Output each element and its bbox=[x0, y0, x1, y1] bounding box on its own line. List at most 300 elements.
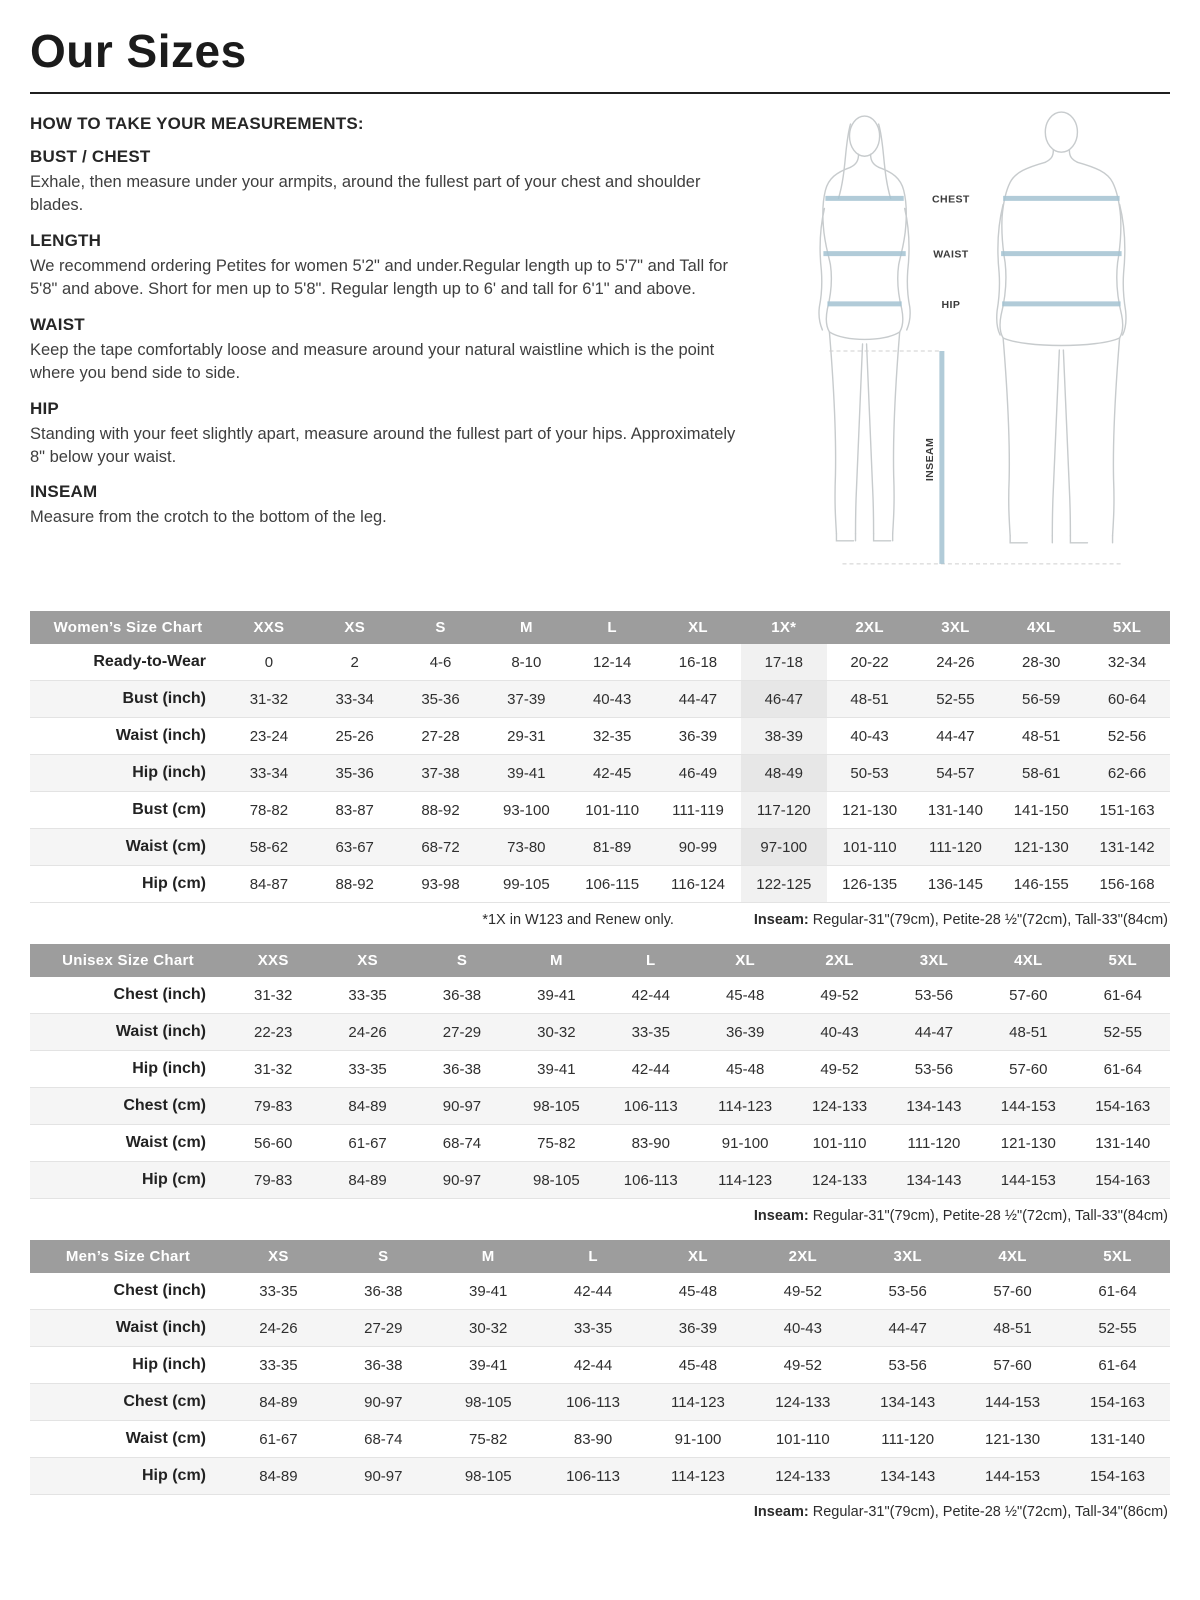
size-cell: 131-142 bbox=[1099, 838, 1155, 856]
size-cell: 78-82 bbox=[249, 801, 289, 819]
section-body: Exhale, then measure under your armpits, around the fullest part of your chest and shoulder blades. bbox=[30, 173, 701, 215]
size-cell: 144-153 bbox=[985, 1393, 1041, 1411]
size-column-header: XXS bbox=[226, 944, 320, 977]
unisex-size-chart bbox=[30, 944, 1170, 1199]
size-cell: 61-67 bbox=[259, 1430, 298, 1448]
size-cell: 131-140 bbox=[1089, 1430, 1146, 1448]
size-cell: 49-52 bbox=[783, 1356, 822, 1374]
table-row bbox=[30, 866, 1170, 903]
table-row bbox=[30, 792, 1170, 829]
table-row bbox=[30, 1310, 1170, 1347]
section-body: Keep the tape comfortably loose and measure around your natural waistline which is the point where you bend side to side. bbox=[30, 340, 715, 383]
size-cell: 53-56 bbox=[888, 1356, 927, 1374]
size-cell: 36-39 bbox=[678, 1319, 718, 1337]
size-cell: 114-123 bbox=[718, 1171, 773, 1189]
size-cell: 79-83 bbox=[254, 1097, 293, 1115]
measurement-figure bbox=[782, 94, 1170, 595]
row-label: Waist (inch) bbox=[115, 1023, 206, 1040]
size-cell: 88-92 bbox=[421, 801, 460, 819]
size-cell: 27-29 bbox=[442, 1023, 482, 1041]
table-row bbox=[30, 644, 1170, 681]
size-cell: 114-123 bbox=[718, 1097, 773, 1115]
size-cell: 156-168 bbox=[1099, 875, 1155, 893]
size-cell: 111-120 bbox=[928, 838, 982, 856]
size-cell: 31-32 bbox=[254, 1060, 293, 1078]
table-row bbox=[30, 1014, 1170, 1051]
section-title: BUST / CHEST bbox=[30, 147, 151, 166]
size-cell: 40-43 bbox=[820, 1023, 859, 1041]
size-cell: 27-29 bbox=[364, 1319, 403, 1337]
inseam-note-text: Regular-31"(79cm), Petite-28 ½"(72cm), Tall-33"(84cm) bbox=[808, 912, 1168, 928]
size-cell: 2 bbox=[350, 653, 359, 671]
body-measurement-illustration bbox=[782, 98, 1164, 590]
size-cell: 23-24 bbox=[249, 727, 289, 745]
measurement-guide bbox=[30, 94, 768, 543]
size-cell: 101-110 bbox=[842, 838, 897, 856]
size-column-header: XS bbox=[320, 944, 414, 977]
size-cell: 53-56 bbox=[888, 1282, 927, 1300]
size-cell: 136-145 bbox=[927, 875, 983, 893]
table-row bbox=[30, 1162, 1170, 1199]
size-cell: 98-105 bbox=[464, 1393, 512, 1411]
section-title: INSEAM bbox=[30, 482, 98, 502]
guide-section-waist bbox=[30, 315, 768, 386]
guide-heading: HOW TO TAKE YOUR MEASUREMENTS: bbox=[30, 114, 364, 133]
womens-chart-footnote bbox=[32, 912, 1168, 928]
size-cell: 101-110 bbox=[812, 1134, 867, 1152]
size-cell: 131-140 bbox=[1095, 1134, 1151, 1152]
size-cell: 101-110 bbox=[585, 801, 640, 819]
size-cell: 106-113 bbox=[566, 1393, 621, 1411]
row-label: Hip (inch) bbox=[132, 1356, 206, 1373]
size-cell: 45-48 bbox=[725, 1060, 765, 1078]
top-section bbox=[30, 94, 1170, 595]
size-cell: 61-64 bbox=[1103, 1060, 1142, 1078]
inseam-note-label: Inseam: bbox=[753, 912, 809, 928]
size-column-header: 5XL bbox=[1065, 1240, 1170, 1273]
size-cell: 99-105 bbox=[502, 875, 550, 893]
size-cell: 90-97 bbox=[442, 1171, 482, 1189]
size-cell: 45-48 bbox=[678, 1282, 718, 1300]
size-cell: 39-41 bbox=[507, 764, 546, 782]
size-cell: 124-133 bbox=[812, 1097, 868, 1115]
size-cell: 111-120 bbox=[881, 1430, 935, 1448]
row-label: Chest (inch) bbox=[113, 1282, 206, 1299]
section-title: WAIST bbox=[30, 314, 85, 334]
size-cell: 83-90 bbox=[631, 1134, 670, 1152]
size-cell: 38-39 bbox=[741, 718, 827, 755]
size-cell: 42-44 bbox=[573, 1356, 613, 1374]
inseam-note-label: Inseam: bbox=[753, 1504, 809, 1520]
row-label: Chest (cm) bbox=[123, 1393, 206, 1410]
row-label: Hip (inch) bbox=[132, 1060, 206, 1077]
row-label: Waist (inch) bbox=[115, 727, 206, 744]
size-cell: 106-115 bbox=[585, 875, 640, 893]
size-cell: 24-26 bbox=[259, 1319, 298, 1337]
size-cell: 33-35 bbox=[348, 1060, 387, 1078]
size-cell: 33-35 bbox=[631, 1023, 670, 1041]
size-cell: 91-100 bbox=[674, 1430, 722, 1448]
size-column-header: S bbox=[415, 944, 509, 977]
size-cell: 56-60 bbox=[254, 1134, 293, 1152]
table-row bbox=[30, 1273, 1170, 1310]
size-cell: 33-35 bbox=[573, 1319, 613, 1337]
size-cell: 36-39 bbox=[678, 727, 718, 745]
inseam-note-text: Regular-31"(79cm), Petite-28 ½"(72cm), Tall-34"(86cm) bbox=[808, 1504, 1168, 1520]
size-cell: 111-120 bbox=[907, 1134, 961, 1152]
size-cell: 84-89 bbox=[259, 1393, 298, 1411]
size-cell: 27-28 bbox=[421, 727, 460, 745]
size-cell: 126-135 bbox=[842, 875, 898, 893]
size-cell: 28-30 bbox=[1022, 653, 1061, 671]
size-column-header: XL bbox=[655, 611, 741, 644]
size-cell: 42-44 bbox=[573, 1282, 613, 1300]
size-column-header: 4XL bbox=[960, 1240, 1065, 1273]
row-label: Hip (cm) bbox=[142, 1171, 206, 1188]
size-cell: 154-163 bbox=[1095, 1171, 1151, 1189]
body-outlines bbox=[819, 112, 1126, 543]
row-label: Chest (cm) bbox=[123, 1097, 206, 1114]
size-cell: 106-113 bbox=[623, 1171, 678, 1189]
size-column-header: M bbox=[483, 611, 569, 644]
size-cell: 57-60 bbox=[993, 1282, 1032, 1300]
section-body: Measure from the crotch to the bottom of the leg. bbox=[30, 508, 387, 527]
guide-section-inseam bbox=[30, 482, 768, 529]
size-column-header: S bbox=[331, 1240, 436, 1273]
size-cell: 45-48 bbox=[725, 986, 765, 1004]
row-label: Chest (inch) bbox=[113, 986, 206, 1003]
size-cell: 61-64 bbox=[1098, 1356, 1137, 1374]
size-cell: 33-35 bbox=[348, 986, 387, 1004]
table-title: Unisex Size Chart bbox=[30, 944, 226, 977]
size-cell: 57-60 bbox=[1009, 1060, 1048, 1078]
size-cell: 52-55 bbox=[936, 690, 975, 708]
size-cell: 90-99 bbox=[678, 838, 718, 856]
size-cell: 0 bbox=[264, 653, 274, 671]
size-cell: 88-92 bbox=[335, 875, 374, 893]
size-cell: 39-41 bbox=[537, 1060, 576, 1078]
row-label: Hip (inch) bbox=[132, 764, 206, 781]
size-cell: 8-10 bbox=[511, 653, 542, 671]
size-cell: 56-59 bbox=[1022, 690, 1061, 708]
size-column-header: 5XL bbox=[1076, 944, 1170, 977]
size-cell: 22-23 bbox=[254, 1023, 293, 1041]
size-cell: 57-60 bbox=[993, 1356, 1032, 1374]
size-cell: 144-153 bbox=[1000, 1097, 1056, 1115]
size-cell: 24-26 bbox=[936, 653, 975, 671]
section-body: Standing with your feet slightly apart, measure around the fullest part of your hips. Approximately 8" below your waist. bbox=[30, 424, 736, 466]
size-cell: 122-125 bbox=[741, 866, 827, 903]
size-cell: 4-6 bbox=[429, 653, 452, 671]
size-cell: 90-97 bbox=[364, 1393, 403, 1411]
size-cell: 32-34 bbox=[1107, 653, 1147, 671]
size-cell: 29-31 bbox=[507, 727, 546, 745]
size-cell: 39-41 bbox=[537, 986, 576, 1004]
size-cell: 61-64 bbox=[1103, 986, 1142, 1004]
size-cell: 33-35 bbox=[259, 1282, 298, 1300]
section-title: HIP bbox=[30, 398, 59, 418]
size-cell: 37-39 bbox=[507, 690, 546, 708]
size-column-header: 2XL bbox=[750, 1240, 855, 1273]
inseam-note bbox=[754, 1208, 1168, 1224]
size-cell: 154-163 bbox=[1095, 1097, 1151, 1115]
size-cell: 49-52 bbox=[820, 1060, 859, 1078]
size-cell: 141-150 bbox=[1013, 801, 1069, 819]
size-cell: 33-35 bbox=[259, 1356, 298, 1374]
size-cell: 24-26 bbox=[348, 1023, 387, 1041]
size-cell: 48-51 bbox=[1009, 1023, 1048, 1041]
size-cell: 16-18 bbox=[678, 653, 718, 671]
size-cell: 49-52 bbox=[820, 986, 859, 1004]
size-cell: 31-32 bbox=[254, 986, 293, 1004]
size-cell: 35-36 bbox=[421, 690, 460, 708]
size-column-header: XS bbox=[312, 611, 398, 644]
page-title: Our Sizes bbox=[30, 25, 247, 77]
size-column-header: L bbox=[569, 611, 655, 644]
size-cell: 106-113 bbox=[566, 1467, 621, 1485]
size-cell: 124-133 bbox=[775, 1393, 831, 1411]
size-cell: 39-41 bbox=[469, 1282, 508, 1300]
size-column-header: XS bbox=[226, 1240, 331, 1273]
table-row bbox=[30, 1088, 1170, 1125]
size-cell: 61-67 bbox=[348, 1134, 387, 1152]
size-cell: 44-47 bbox=[888, 1319, 927, 1337]
table-row bbox=[30, 1051, 1170, 1088]
mens-size-chart bbox=[30, 1240, 1170, 1495]
size-cell: 84-89 bbox=[259, 1467, 298, 1485]
size-cell: 79-83 bbox=[254, 1171, 293, 1189]
size-column-header: 3XL bbox=[913, 611, 999, 644]
row-label: Bust (cm) bbox=[132, 801, 206, 818]
section-title: LENGTH bbox=[30, 230, 102, 250]
size-cell: 75-82 bbox=[469, 1430, 508, 1448]
size-cell: 52-55 bbox=[1098, 1319, 1137, 1337]
size-column-header: M bbox=[509, 944, 603, 977]
size-cell: 32-35 bbox=[592, 727, 632, 745]
size-cell: 154-163 bbox=[1089, 1467, 1146, 1485]
size-cell: 30-32 bbox=[469, 1319, 508, 1337]
size-cell: 98-105 bbox=[533, 1097, 580, 1115]
size-cell: 117-120 bbox=[741, 792, 827, 829]
inseam-note bbox=[754, 1504, 1168, 1520]
size-cell: 53-56 bbox=[914, 1060, 954, 1078]
table-row bbox=[30, 1384, 1170, 1421]
size-cell: 134-143 bbox=[880, 1467, 936, 1485]
size-cell: 131-140 bbox=[927, 801, 983, 819]
size-cell: 83-90 bbox=[573, 1430, 613, 1448]
size-cell: 58-61 bbox=[1022, 764, 1061, 782]
size-column-header: 2XL bbox=[792, 944, 886, 977]
size-cell: 49-52 bbox=[783, 1282, 822, 1300]
size-cell: 114-123 bbox=[670, 1393, 725, 1411]
size-cell: 48-51 bbox=[993, 1319, 1032, 1337]
size-cell: 98-105 bbox=[464, 1467, 512, 1485]
size-cell: 91-100 bbox=[721, 1134, 769, 1152]
inseam-note-text: Regular-31"(79cm), Petite-28 ½"(72cm), Tall-33"(84cm) bbox=[808, 1208, 1168, 1224]
size-cell: 93-98 bbox=[421, 875, 460, 893]
table-title: Women’s Size Chart bbox=[30, 611, 226, 644]
size-cell: 36-38 bbox=[364, 1356, 403, 1374]
unisex-chart-footnote bbox=[32, 1208, 1168, 1224]
size-column-header: 4XL bbox=[981, 944, 1075, 977]
size-column-header: L bbox=[541, 1240, 646, 1273]
size-cell: 35-36 bbox=[335, 764, 374, 782]
table-row bbox=[30, 755, 1170, 792]
size-cell: 39-41 bbox=[469, 1356, 508, 1374]
size-cell: 40-43 bbox=[783, 1319, 822, 1337]
size-column-header: M bbox=[436, 1240, 541, 1273]
size-column-header: 2XL bbox=[827, 611, 913, 644]
size-cell: 98-105 bbox=[533, 1171, 580, 1189]
size-cell: 134-143 bbox=[906, 1171, 962, 1189]
inseam-note bbox=[754, 912, 1168, 928]
size-column-header: 5XL bbox=[1084, 611, 1170, 644]
size-cell: 42-44 bbox=[631, 986, 670, 1004]
size-cell: 97-100 bbox=[741, 829, 827, 866]
size-cell: 33-34 bbox=[335, 690, 374, 708]
guide-section-bust-chest bbox=[30, 147, 768, 218]
size-cell: 116-124 bbox=[671, 875, 725, 893]
size-cell: 25-26 bbox=[335, 727, 374, 745]
size-cell: 53-56 bbox=[914, 986, 954, 1004]
size-cell: 48-49 bbox=[741, 755, 827, 792]
size-cell: 121-130 bbox=[1000, 1134, 1056, 1152]
size-cell: 124-133 bbox=[775, 1467, 831, 1485]
table-row bbox=[30, 718, 1170, 755]
size-cell: 90-97 bbox=[364, 1467, 403, 1485]
size-cell: 124-133 bbox=[812, 1171, 868, 1189]
inseam-note-label: Inseam: bbox=[753, 1208, 809, 1224]
size-cell: 31-32 bbox=[249, 690, 289, 708]
table-row bbox=[30, 1421, 1170, 1458]
table-row bbox=[30, 1347, 1170, 1384]
size-cell: 81-89 bbox=[592, 838, 632, 856]
size-cell: 20-22 bbox=[850, 653, 889, 671]
size-cell: 40-43 bbox=[592, 690, 632, 708]
size-cell: 121-130 bbox=[985, 1430, 1041, 1448]
table-row bbox=[30, 1458, 1170, 1495]
chest-figure-label: CHEST bbox=[932, 193, 970, 206]
size-cell: 36-38 bbox=[442, 1060, 482, 1078]
size-cell: 30-32 bbox=[537, 1023, 576, 1041]
inseam-figure-label: INSEAM bbox=[923, 437, 936, 482]
size-cell: 50-53 bbox=[850, 764, 889, 782]
size-cell: 12-14 bbox=[592, 653, 632, 671]
size-cell: 17-18 bbox=[741, 644, 827, 681]
size-cell: 83-87 bbox=[335, 801, 374, 819]
size-cell: 36-38 bbox=[442, 986, 482, 1004]
size-cell: 111-119 bbox=[672, 801, 724, 819]
size-cell: 37-38 bbox=[421, 764, 460, 782]
size-cell: 134-143 bbox=[880, 1393, 936, 1411]
size-cell: 33-34 bbox=[249, 764, 289, 782]
size-cell: 44-47 bbox=[678, 690, 718, 708]
waist-figure-label: WAIST bbox=[933, 248, 969, 261]
size-cell: 106-113 bbox=[623, 1097, 678, 1115]
size-cell: 146-155 bbox=[1013, 875, 1069, 893]
table-row bbox=[30, 1125, 1170, 1162]
row-label: Hip (cm) bbox=[142, 875, 206, 892]
size-cell: 36-38 bbox=[364, 1282, 403, 1300]
size-cell: 73-80 bbox=[507, 838, 546, 856]
size-cell: 63-67 bbox=[335, 838, 374, 856]
size-cell: 45-48 bbox=[678, 1356, 718, 1374]
table-row bbox=[30, 829, 1170, 866]
size-cell: 52-56 bbox=[1107, 727, 1147, 745]
table-row bbox=[30, 681, 1170, 718]
size-cell: 144-153 bbox=[985, 1467, 1041, 1485]
size-column-header: 4XL bbox=[998, 611, 1084, 644]
size-column-header: XXS bbox=[226, 611, 312, 644]
womens-size-chart bbox=[30, 611, 1170, 903]
size-cell: 90-97 bbox=[442, 1097, 482, 1115]
size-cell: 61-64 bbox=[1098, 1282, 1137, 1300]
size-cell: 144-153 bbox=[1000, 1171, 1056, 1189]
size-cell: 42-44 bbox=[631, 1060, 670, 1078]
size-column-header: XL bbox=[698, 944, 792, 977]
size-cell: 44-47 bbox=[914, 1023, 954, 1041]
table-row bbox=[30, 977, 1170, 1014]
size-cell: 60-64 bbox=[1107, 690, 1147, 708]
row-label: Waist (inch) bbox=[115, 1319, 206, 1336]
guide-section-hip bbox=[30, 399, 768, 470]
section-body: We recommend ordering Petites for women 5'2" and under.Regular length up to 5'7" and Tall for 5'8" and above. Short for men up to 5'8". Regular length up to 6' and tall for 6'1" and above. bbox=[30, 256, 728, 299]
size-cell: 36-39 bbox=[725, 1023, 765, 1041]
mens-chart-footnote bbox=[32, 1504, 1168, 1520]
size-column-header: S bbox=[398, 611, 484, 644]
size-cell: 101-110 bbox=[775, 1430, 830, 1448]
size-cell: 68-74 bbox=[442, 1134, 482, 1152]
size-column-header: 3XL bbox=[887, 944, 981, 977]
row-label: Ready-to-Wear bbox=[93, 653, 206, 670]
size-cell: 46-49 bbox=[678, 764, 718, 782]
size-column-header: L bbox=[604, 944, 698, 977]
size-cell: 44-47 bbox=[936, 727, 975, 745]
size-cell: 121-130 bbox=[842, 801, 898, 819]
one-x-note: *1X in W123 and Renew only. bbox=[482, 912, 674, 928]
size-column-header: 3XL bbox=[855, 1240, 960, 1273]
size-cell: 42-45 bbox=[592, 764, 632, 782]
size-cell: 75-82 bbox=[537, 1134, 576, 1152]
size-cell: 151-163 bbox=[1099, 801, 1155, 819]
hip-figure-label: HIP bbox=[941, 298, 961, 311]
size-cell: 114-123 bbox=[670, 1467, 725, 1485]
size-cell: 54-57 bbox=[936, 764, 975, 782]
size-cell: 52-55 bbox=[1103, 1023, 1142, 1041]
size-cell: 121-130 bbox=[1013, 838, 1069, 856]
size-cell: 93-100 bbox=[502, 801, 550, 819]
size-cell: 68-74 bbox=[364, 1430, 403, 1448]
row-label: Bust (inch) bbox=[122, 690, 206, 707]
row-label: Waist (cm) bbox=[125, 1430, 206, 1447]
size-cell: 48-51 bbox=[850, 690, 889, 708]
guide-section-length bbox=[30, 231, 768, 302]
row-label: Waist (cm) bbox=[125, 838, 206, 855]
size-cell: 154-163 bbox=[1089, 1393, 1146, 1411]
size-column-header: 1X* bbox=[741, 611, 827, 644]
size-column-header: XL bbox=[646, 1240, 751, 1273]
size-cell: 57-60 bbox=[1009, 986, 1048, 1004]
table-title: Men’s Size Chart bbox=[30, 1240, 226, 1273]
size-cell: 68-72 bbox=[421, 838, 460, 856]
size-cell: 58-62 bbox=[249, 838, 289, 856]
size-cell: 134-143 bbox=[906, 1097, 962, 1115]
size-cell: 84-89 bbox=[348, 1171, 387, 1189]
row-label: Hip (cm) bbox=[142, 1467, 206, 1484]
size-cell: 62-66 bbox=[1107, 764, 1147, 782]
size-cell: 48-51 bbox=[1022, 727, 1061, 745]
row-label: Waist (cm) bbox=[125, 1134, 206, 1151]
